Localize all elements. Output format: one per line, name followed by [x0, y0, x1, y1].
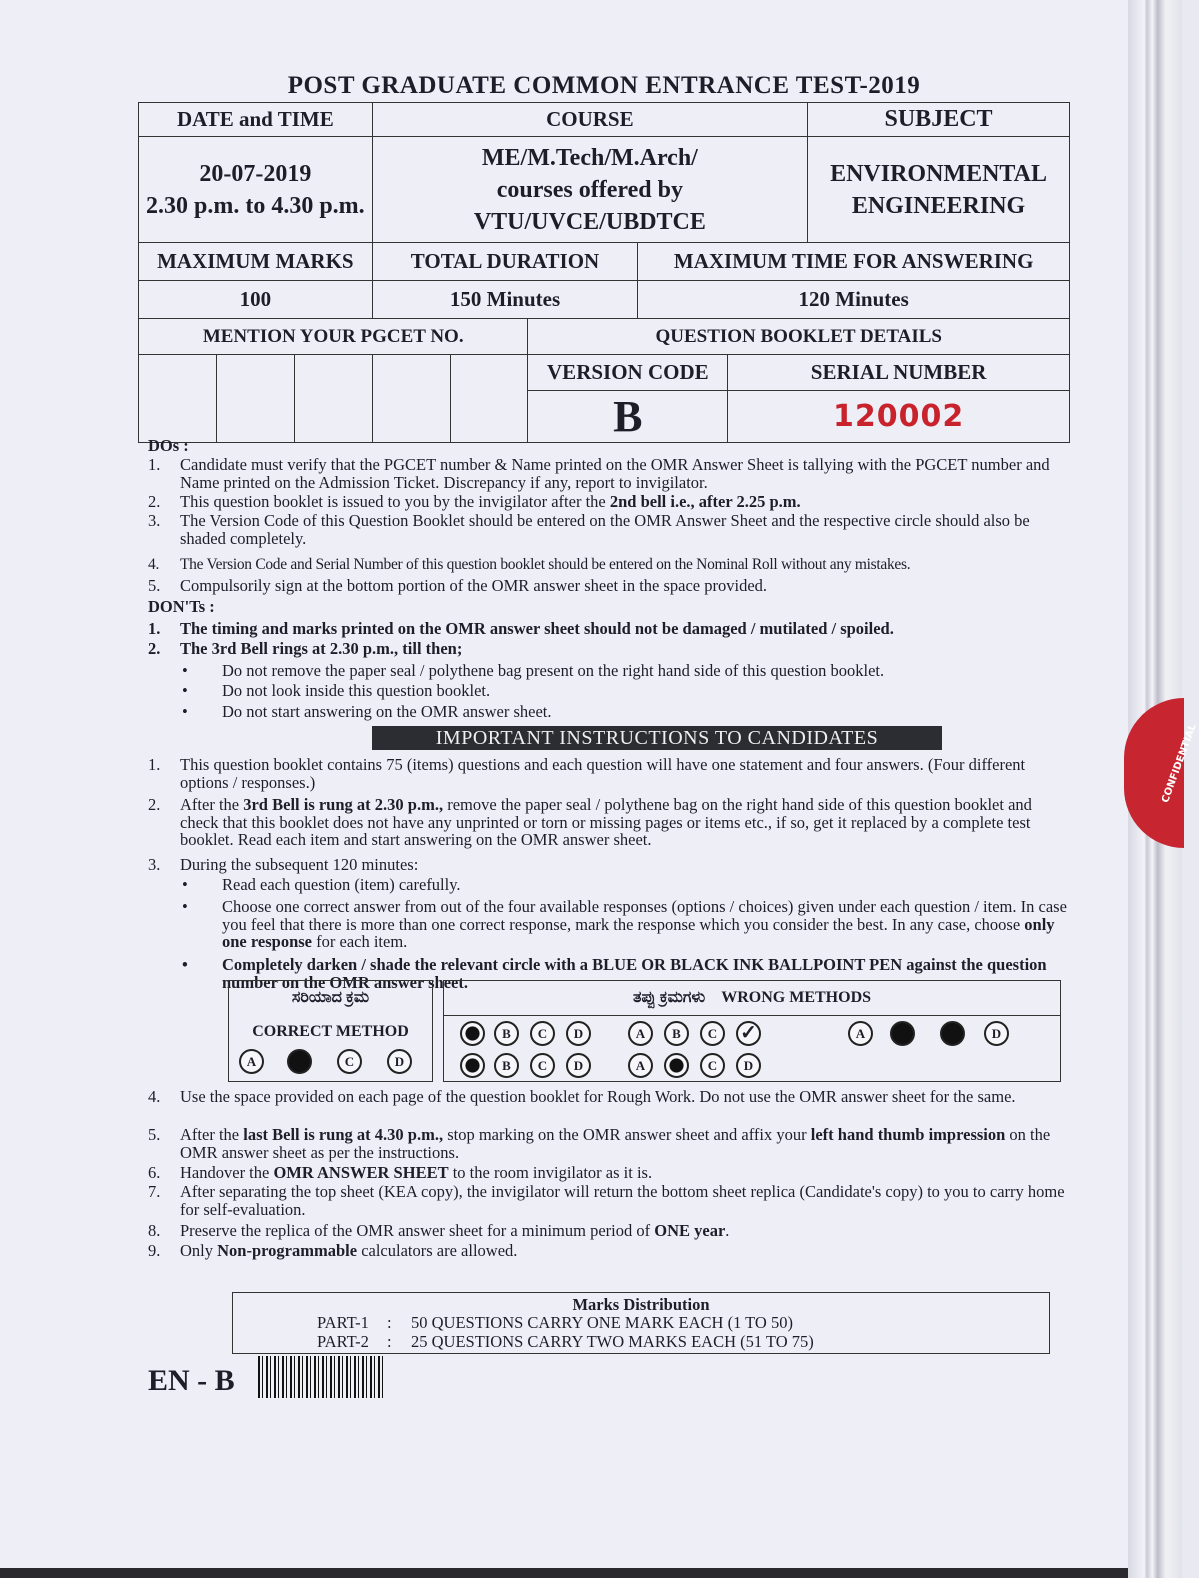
- bottom-edge: [0, 1568, 1128, 1578]
- donts-heading: DON'Ts :: [148, 597, 215, 616]
- instruction-bullet: • Read each question (item) carefully.: [182, 876, 1070, 894]
- instruction-item: [148, 1088, 1070, 1106]
- sample-bubble-partial: [664, 1053, 689, 1078]
- subject-label: SUBJECT: [808, 103, 1070, 137]
- date-time-value: [139, 137, 373, 243]
- dos-heading: DOs :: [148, 436, 189, 455]
- instruction-bullet: • Choose one correct answer from out of the four available responses (options / choices) given under each question / item. In case you feel that there is more than one correct response, mark the response which you consider the best. In any case, choose only one response for each item.: [182, 897, 1067, 951]
- item-number: 4.: [148, 556, 160, 573]
- version-code-value: B: [528, 391, 728, 443]
- wrong-methods-kannada: ತಪ್ಪು ಕ್ರಮಗಳು: [632, 989, 706, 1006]
- sample-bubble: A: [628, 1053, 653, 1078]
- sample-bubble-filled: [287, 1049, 312, 1074]
- item-number: 1.: [148, 755, 161, 774]
- sample-bubble: C: [700, 1021, 725, 1046]
- donts-bullet: • Do not remove the paper seal / polythene bag present on the right hand side of this question booklet.: [182, 662, 1070, 680]
- max-marks-value: 100: [139, 281, 373, 319]
- course-label: COURSE: [372, 103, 807, 137]
- instruction-item: 9. Only Non-programmable calculators are allowed.: [148, 1241, 518, 1260]
- part2-text: 25 QUESTIONS CARRY TWO MARKS EACH (51 TO 75): [411, 1332, 814, 1351]
- instruction-bullet: • Completely darken / shade the relevant circle with a BLUE OR BLACK INK BALLPOINT PEN against the question number on the OMR answer sheet.: [182, 956, 1070, 991]
- sample-bubble: C: [337, 1049, 362, 1074]
- marks-heading: Marks Distribution: [572, 1295, 710, 1314]
- item-text: The timing and marks printed on the OMR answer sheet should not be damaged / mutilated / spoiled.: [180, 619, 894, 638]
- instruction-item: 6. Handover the OMR ANSWER SHEET to the room invigilator as it is.: [148, 1163, 653, 1182]
- sample-bubble: D: [387, 1049, 412, 1074]
- item-number: 2.: [148, 795, 161, 814]
- item-number: 9.: [148, 1241, 161, 1260]
- item-number: 3.: [148, 855, 161, 874]
- donts-item: [148, 620, 1070, 638]
- sample-bubble-ticked: ✓: [736, 1021, 761, 1046]
- sample-bubble: D: [566, 1021, 591, 1046]
- item-text-bold: 2nd bell i.e., after 2.25 p.m.: [609, 492, 801, 511]
- course-line-3: VTU/UVCE/UBDTCE: [473, 208, 706, 235]
- course-value: [372, 137, 807, 243]
- sample-bubble: C: [700, 1053, 725, 1078]
- booklet-details-label: QUESTION BOOKLET DETAILS: [528, 319, 1070, 355]
- sample-bubble: D: [984, 1021, 1009, 1046]
- item-text: The 3rd Bell rings at 2.30 p.m., till then;: [180, 639, 463, 658]
- wrong-methods-box: [443, 980, 1061, 1082]
- dos-item: [148, 577, 1070, 595]
- version-code-label: VERSION CODE: [528, 355, 728, 391]
- course-line-1: ME/M.Tech/M.Arch/: [481, 144, 698, 171]
- instruction-item: [148, 856, 1070, 874]
- sample-bubble: B: [494, 1053, 519, 1078]
- serial-number-value: 120002: [728, 391, 1070, 443]
- total-duration-label: TOTAL DURATION: [372, 243, 638, 281]
- sample-bubble: A: [848, 1021, 873, 1046]
- exam-time: 2.30 p.m. to 4.30 p.m.: [146, 192, 365, 219]
- item-number: 5.: [148, 576, 161, 595]
- item-number: 5.: [148, 1125, 161, 1144]
- page-title: POST GRADUATE COMMON ENTRANCE TEST-2019: [287, 72, 921, 99]
- dos-item: [148, 512, 1070, 547]
- subject-value: [808, 137, 1070, 243]
- date-time-label: DATE and TIME: [139, 103, 373, 137]
- sample-bubble: C: [530, 1021, 555, 1046]
- sample-bubble: B: [664, 1021, 689, 1046]
- sample-bubble: D: [566, 1053, 591, 1078]
- max-time-label: MAXIMUM TIME FOR ANSWERING: [638, 243, 1070, 281]
- correct-method-kannada: ಸರಿಯಾದ ಕ್ರಮ: [291, 989, 370, 1006]
- donts-item: [148, 640, 1070, 658]
- item-number: 6.: [148, 1163, 161, 1182]
- sample-bubble-filled: [890, 1021, 915, 1046]
- pgcet-digit-box[interactable]: [139, 355, 217, 443]
- pgcet-digit-box[interactable]: [372, 355, 450, 443]
- item-text: This question booklet is issued to you by the invigilator after the: [180, 492, 610, 511]
- exam-date: 20-07-2019: [199, 160, 312, 187]
- marks-distribution-box: Marks Distribution PART-1 : 50 QUESTIONS CARRY ONE MARK EACH (1 TO 50) PART-2 : 25 QUESTIONS CARRY TWO MARKS EACH (51 TO 75): [232, 1292, 1050, 1354]
- item-number: 3.: [148, 511, 161, 530]
- item-text: Candidate must verify that the PGCET number & Name printed on the OMR Answer Sheet is tallying with the PGCET number and Name printed on the Admission Ticket. Discrepancy if any, report to invigilator.: [180, 455, 1050, 492]
- pgcet-digit-box[interactable]: [216, 355, 294, 443]
- part2-label: PART-2: [317, 1332, 369, 1351]
- bullet-text: Do not look inside this question booklet.: [222, 681, 491, 700]
- instruction-item: 2. After the 3rd Bell is rung at 2.30 p.m., remove the paper seal / polythene bag on the right hand side of this question booklet and check that this booklet does not have any unprinted or torn or missing pages or items etc., if so, get it replaced by a complete test booklet. Read each item and start answering on the OMR answer sheet.: [148, 795, 1032, 849]
- instruction-item: [148, 1183, 1070, 1218]
- pgcet-label: MENTION YOUR PGCET NO.: [139, 319, 528, 355]
- item-text: This question booklet contains 75 (items) questions and each question will have one statement and four answers. (Four different options / responses.): [180, 755, 1026, 792]
- wrong-methods-label: WRONG METHODS: [721, 989, 872, 1006]
- serial-number-label: SERIAL NUMBER: [728, 355, 1070, 391]
- instructions-banner: IMPORTANT INSTRUCTIONS TO CANDIDATES: [372, 726, 942, 750]
- booklet-code: EN - B: [148, 1364, 235, 1397]
- pgcet-digit-box[interactable]: [450, 355, 528, 443]
- sample-bubble: B: [494, 1021, 519, 1046]
- correct-method-label: CORRECT METHOD: [252, 1023, 409, 1040]
- dos-item: [148, 493, 1070, 511]
- instruction-item: 8. Preserve the replica of the OMR answer sheet for a minimum period of ONE year.: [148, 1221, 730, 1240]
- item-number: 7.: [148, 1182, 161, 1201]
- item-text: Compulsorily sign at the bottom portion of the OMR answer sheet in the space provided.: [180, 576, 768, 595]
- sample-bubble: A: [239, 1049, 264, 1074]
- donts-bullet: • Do not look inside this question booklet.: [182, 682, 1070, 700]
- barcode-image: [258, 1356, 384, 1398]
- item-text: Use the space provided on each page of the question booklet for Rough Work. Do not use the OMR answer sheet for the same.: [180, 1087, 1016, 1106]
- seal-label: CONFIDENTIAL: [1160, 722, 1199, 805]
- exam-details-table: [138, 102, 1070, 443]
- item-number: 2.: [148, 492, 161, 511]
- item-text: The Version Code of this Question Booklet should be entered on the OMR Answer Sheet and the respective circle should also be shaded completely.: [180, 511, 1030, 548]
- bullet-text: Read each question (item) carefully.: [222, 875, 461, 894]
- max-time-value: 120 Minutes: [638, 281, 1070, 319]
- instruction-item: [148, 756, 1070, 791]
- total-duration-value: 150 Minutes: [372, 281, 638, 319]
- bullet-text: Completely darken / shade the relevant circle with a BLUE OR BLACK INK BALLPOINT PEN against the question number on the OMR answer sheet.: [222, 955, 1047, 992]
- bullet-text: Do not remove the paper seal / polythene bag present on the right hand side of this question booklet.: [222, 661, 885, 680]
- max-marks-label: MAXIMUM MARKS: [139, 243, 373, 281]
- sample-bubble: D: [736, 1053, 761, 1078]
- item-text: The Version Code and Serial Number of this question booklet should be entered on the Nominal Roll without any mistakes.: [180, 556, 911, 573]
- subject-line-2: ENGINEERING: [851, 192, 1026, 219]
- bullet-text: Do not start answering on the OMR answer sheet.: [222, 702, 552, 721]
- sample-bubble: C: [530, 1053, 555, 1078]
- item-text: During the subsequent 120 minutes:: [180, 855, 419, 874]
- item-number: 1.: [148, 619, 161, 638]
- dos-item: [148, 456, 1070, 491]
- part1-label: PART-1: [317, 1313, 369, 1332]
- item-number: 2.: [148, 639, 161, 658]
- instruction-item: 5. After the last Bell is rung at 4.30 p.m., stop marking on the OMR answer sheet and affix your left hand thumb impression on the OMR answer sheet as per the instructions.: [148, 1125, 1051, 1162]
- item-text: After separating the top sheet (KEA copy), the invigilator will return the bottom sheet replica (Candidate's copy) to you to carry home for self-evaluation.: [180, 1182, 1065, 1219]
- course-line-2: courses offered by: [496, 176, 683, 203]
- sample-bubble-partial: [460, 1021, 485, 1046]
- part1-text: 50 QUESTIONS CARRY ONE MARK EACH (1 TO 50): [411, 1313, 793, 1332]
- item-number: 8.: [148, 1221, 161, 1240]
- pgcet-digit-box[interactable]: [294, 355, 372, 443]
- correct-method-box: [228, 980, 433, 1082]
- subject-line-1: ENVIRONMENTAL: [830, 160, 1047, 187]
- sample-bubble-filled: [940, 1021, 965, 1046]
- sample-bubble-partial: [460, 1053, 485, 1078]
- item-number: 1.: [148, 455, 161, 474]
- dos-item: [148, 556, 1070, 574]
- donts-bullet: • Do not start answering on the OMR answer sheet.: [182, 703, 1070, 721]
- sample-bubble: A: [628, 1021, 653, 1046]
- item-number: 4.: [148, 1087, 161, 1106]
